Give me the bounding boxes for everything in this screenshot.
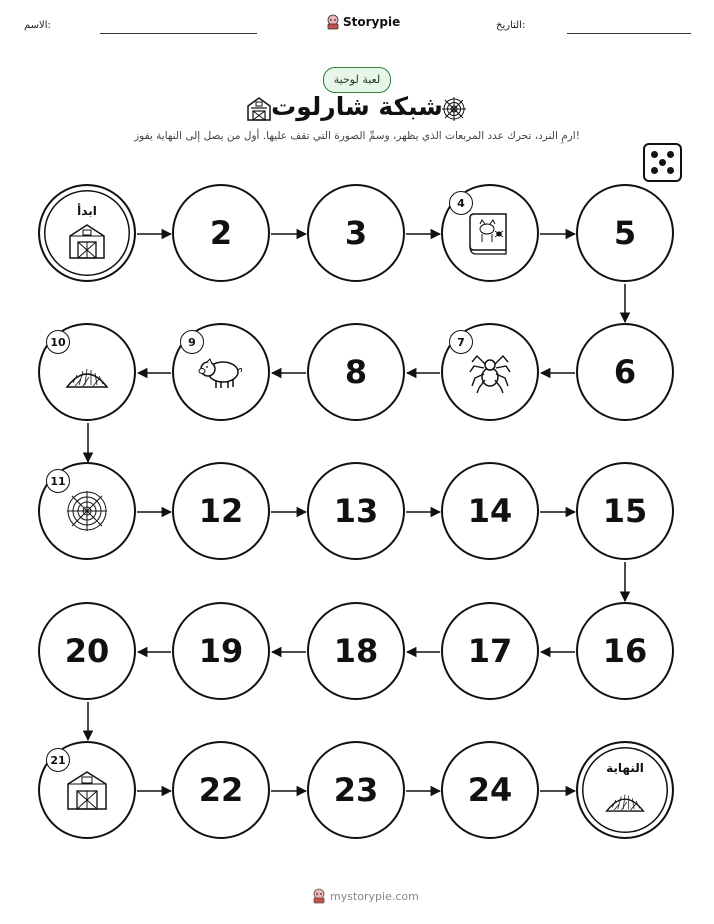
cell-number: 18 [333,632,379,670]
cell-end[interactable] [576,741,674,839]
storypie-mascot-icon [312,888,326,904]
cell-number-badge: 21 [46,748,70,772]
cell-number: 6 [613,353,637,391]
cell-number: 17 [467,632,513,670]
cell-12[interactable] [172,462,270,560]
name-label: الاسم: [24,20,51,31]
page-title: شبكة شارلوت [271,92,443,121]
instructions: ارمِ النرد، تحرك عدد المربعات الذي يظهر، وسمِّ الصورة التي تقف عليها. أول من يصل إلى النهاية يفوز! [134,130,580,142]
footer [312,888,419,904]
cell-number: 5 [613,214,637,252]
cell-15[interactable] [576,462,674,560]
hay-icon [603,787,647,815]
end-label: النهاية [606,761,644,775]
cell-8[interactable] [307,323,405,421]
pig-icon [196,352,246,392]
cell-7[interactable] [441,323,539,421]
cell-number-badge: 7 [449,330,473,354]
cell-number: 2 [209,214,233,252]
cell-number: 12 [198,492,244,530]
start-label: ابدأ [77,204,97,218]
cell-number-badge: 9 [180,330,204,354]
cell-number-badge: 10 [46,330,70,354]
cell-16[interactable] [576,602,674,700]
cell-20[interactable] [38,602,136,700]
cell-10[interactable] [38,323,136,421]
cell-5[interactable] [576,184,674,282]
cell-23[interactable] [307,741,405,839]
brand-name: Storypie [343,15,401,29]
cell-17[interactable] [441,602,539,700]
cell-24[interactable] [441,741,539,839]
cell-19[interactable] [172,602,270,700]
cell-number-badge: 11 [46,469,70,493]
cell-11[interactable] [38,462,136,560]
cell-6[interactable] [576,323,674,421]
cell-number: 3 [344,214,368,252]
cell-number: 20 [64,632,110,670]
barn-icon [67,222,107,260]
cell-4[interactable] [441,184,539,282]
cell-22[interactable] [172,741,270,839]
cell-13[interactable] [307,462,405,560]
book-icon [466,210,514,256]
cell-number: 23 [333,771,379,809]
date-label: التاريخ: [496,20,526,31]
cell-number: 13 [333,492,379,530]
cell-number: 19 [198,632,244,670]
cell-number: 24 [467,771,513,809]
cell-number: 8 [344,353,368,391]
cell-number: 14 [467,492,513,530]
cell-number-badge: 4 [449,191,473,215]
cell-9[interactable] [172,323,270,421]
footer-url[interactable]: mystorypie.com [330,889,419,903]
cell-2[interactable] [172,184,270,282]
cell-18[interactable] [307,602,405,700]
spider-icon [467,350,513,394]
web-icon [64,489,110,533]
cell-start[interactable] [38,184,136,282]
cell-14[interactable] [441,462,539,560]
barn-icon [65,769,109,811]
cell-number: 16 [602,632,648,670]
cell-3[interactable] [307,184,405,282]
game-type-tag: لعبة لوحية [323,67,391,93]
cell-number: 22 [198,771,244,809]
hay-icon [63,361,111,391]
cell-number: 15 [602,492,648,530]
cell-21[interactable] [38,741,136,839]
